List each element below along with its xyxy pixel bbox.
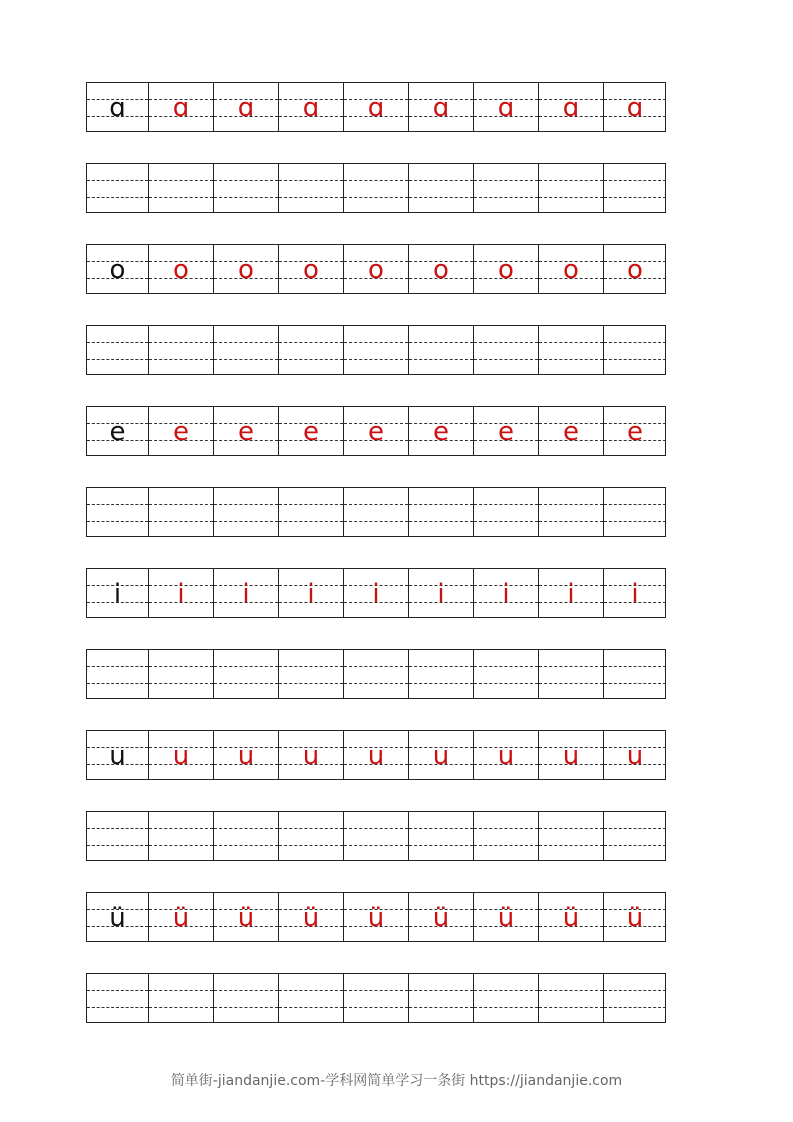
guide-line (409, 828, 473, 829)
practice-cell[interactable] (213, 164, 278, 212)
model-letter: o (109, 255, 126, 285)
guide-line (87, 828, 148, 829)
practice-cell[interactable] (408, 812, 473, 860)
practice-cell[interactable] (408, 164, 473, 212)
trace-letter: i (502, 579, 510, 609)
practice-cell[interactable] (148, 650, 213, 698)
guide-line (214, 359, 278, 360)
practice-cell[interactable] (148, 974, 213, 1022)
practice-cell[interactable] (213, 650, 278, 698)
guide-line (344, 359, 408, 360)
guide-line (279, 359, 343, 360)
trace-letter: e (498, 417, 514, 447)
trace-letter: o (563, 255, 579, 285)
guide-line (604, 990, 666, 991)
guide-line (539, 828, 603, 829)
guide-line (474, 666, 538, 667)
trace-letter: i (307, 579, 315, 609)
trace-letter: ü (432, 903, 450, 933)
practice-cell[interactable] (343, 164, 408, 212)
practice-cell[interactable] (408, 326, 473, 374)
trace-cell[interactable] (538, 569, 603, 617)
guide-line (214, 180, 278, 181)
practice-cell[interactable] (473, 650, 538, 698)
guide-line (214, 666, 278, 667)
guide-line (279, 1007, 343, 1008)
trace-cell[interactable] (213, 245, 278, 293)
practice-cell[interactable] (408, 488, 473, 536)
letter-row (86, 406, 666, 456)
guide-line (344, 504, 408, 505)
trace-cell[interactable] (473, 407, 538, 455)
practice-cell[interactable] (538, 326, 603, 374)
practice-cell[interactable] (87, 326, 148, 374)
trace-cell[interactable] (408, 731, 473, 779)
practice-cell[interactable] (278, 164, 343, 212)
trace-cell[interactable] (408, 245, 473, 293)
trace-letter: i (372, 579, 380, 609)
guide-line (149, 845, 213, 846)
trace-letter: ɑ (497, 93, 515, 123)
trace-letter: ü (302, 903, 320, 933)
trace-letter: e (433, 417, 449, 447)
trace-letter: e (173, 417, 189, 447)
guide-line (409, 1007, 473, 1008)
practice-cell[interactable] (603, 650, 666, 698)
trace-letter: ɑ (237, 93, 255, 123)
trace-cell[interactable] (538, 731, 603, 779)
guide-line (149, 359, 213, 360)
trace-letter: u (302, 741, 320, 771)
trace-letter: ɑ (367, 93, 385, 123)
trace-cell[interactable] (473, 893, 538, 941)
guide-line (87, 197, 148, 198)
practice-cell[interactable] (213, 326, 278, 374)
model-cell[interactable] (87, 569, 148, 617)
guide-line (149, 521, 213, 522)
trace-cell[interactable] (408, 407, 473, 455)
guide-line (539, 359, 603, 360)
trace-cell[interactable] (278, 893, 343, 941)
trace-letter: ɑ (302, 93, 320, 123)
blank-practice-row (86, 487, 666, 537)
trace-cell[interactable] (278, 407, 343, 455)
trace-cell[interactable] (603, 83, 666, 131)
trace-letter: u (432, 741, 450, 771)
practice-cell[interactable] (213, 488, 278, 536)
model-letter: u (109, 741, 126, 771)
guide-line (279, 521, 343, 522)
guide-line (474, 845, 538, 846)
guide-line (344, 197, 408, 198)
guide-line (279, 180, 343, 181)
guide-line (214, 521, 278, 522)
trace-cell[interactable] (148, 569, 213, 617)
trace-letter: o (238, 255, 254, 285)
model-letter: ü (109, 903, 126, 933)
model-cell[interactable] (87, 731, 148, 779)
trace-letter: ɑ (626, 93, 644, 123)
letter-row (86, 892, 666, 942)
practice-cell[interactable] (278, 326, 343, 374)
guide-line (604, 828, 666, 829)
trace-letter: i (242, 579, 250, 609)
practice-cell[interactable] (603, 326, 666, 374)
guide-line (87, 845, 148, 846)
practice-cell[interactable] (278, 488, 343, 536)
guide-line (409, 521, 473, 522)
guide-line (279, 197, 343, 198)
guide-line (604, 845, 666, 846)
guide-line (539, 845, 603, 846)
guide-line (344, 990, 408, 991)
trace-letter: ü (626, 903, 644, 933)
trace-letter: o (433, 255, 449, 285)
guide-line (539, 504, 603, 505)
guide-line (474, 342, 538, 343)
trace-cell[interactable] (473, 731, 538, 779)
guide-line (279, 504, 343, 505)
letter-row (86, 244, 666, 294)
trace-letter: o (368, 255, 384, 285)
guide-line (604, 521, 666, 522)
guide-line (149, 683, 213, 684)
practice-cell[interactable] (343, 326, 408, 374)
trace-cell[interactable] (473, 83, 538, 131)
practice-cell[interactable] (343, 650, 408, 698)
trace-letter: u (497, 741, 515, 771)
letter-row (86, 730, 666, 780)
practice-cell[interactable] (87, 650, 148, 698)
trace-cell[interactable] (603, 569, 666, 617)
practice-cell[interactable] (278, 650, 343, 698)
guide-line (149, 828, 213, 829)
trace-letter: e (238, 417, 254, 447)
trace-cell[interactable] (473, 245, 538, 293)
guide-line (539, 990, 603, 991)
blank-practice-row (86, 811, 666, 861)
guide-line (604, 180, 666, 181)
guide-line (214, 683, 278, 684)
trace-cell[interactable] (408, 83, 473, 131)
trace-cell[interactable] (538, 407, 603, 455)
guide-line (214, 828, 278, 829)
guide-line (539, 683, 603, 684)
guide-line (344, 828, 408, 829)
trace-cell[interactable] (538, 893, 603, 941)
practice-cell[interactable] (148, 812, 213, 860)
practice-cell[interactable] (538, 974, 603, 1022)
practice-cell[interactable] (278, 812, 343, 860)
trace-cell[interactable] (278, 245, 343, 293)
trace-letter: ɑ (562, 93, 580, 123)
practice-cell[interactable] (473, 164, 538, 212)
guide-line (214, 197, 278, 198)
guide-line (87, 1007, 148, 1008)
trace-cell[interactable] (148, 407, 213, 455)
practice-cell[interactable] (538, 164, 603, 212)
practice-cell[interactable] (343, 488, 408, 536)
guide-line (474, 683, 538, 684)
guide-line (409, 990, 473, 991)
trace-cell[interactable] (213, 83, 278, 131)
letter-row (86, 82, 666, 132)
guide-line (344, 521, 408, 522)
guide-line (474, 828, 538, 829)
guide-line (344, 683, 408, 684)
practice-cell[interactable] (538, 488, 603, 536)
model-cell[interactable] (87, 245, 148, 293)
model-cell[interactable] (87, 407, 148, 455)
trace-letter: e (368, 417, 384, 447)
guide-line (279, 845, 343, 846)
model-cell[interactable] (87, 83, 148, 131)
blank-practice-row (86, 325, 666, 375)
practice-cell[interactable] (473, 812, 538, 860)
trace-cell[interactable] (148, 83, 213, 131)
trace-cell[interactable] (343, 569, 408, 617)
trace-letter: e (627, 417, 643, 447)
trace-letter: ü (367, 903, 385, 933)
model-letter: i (113, 579, 122, 609)
guide-line (87, 990, 148, 991)
guide-line (604, 197, 666, 198)
trace-letter: i (567, 579, 575, 609)
guide-line (344, 342, 408, 343)
guide-line (474, 1007, 538, 1008)
guide-line (474, 990, 538, 991)
trace-cell[interactable] (213, 407, 278, 455)
guide-line (344, 180, 408, 181)
trace-cell[interactable] (408, 893, 473, 941)
guide-line (279, 828, 343, 829)
trace-letter: ü (237, 903, 255, 933)
practice-cell[interactable] (148, 488, 213, 536)
guide-line (149, 504, 213, 505)
practice-cell[interactable] (538, 650, 603, 698)
model-cell[interactable] (87, 893, 148, 941)
guide-line (604, 666, 666, 667)
guide-line (87, 521, 148, 522)
practice-cell[interactable] (603, 164, 666, 212)
trace-letter: e (563, 417, 579, 447)
guide-line (604, 683, 666, 684)
practice-cell[interactable] (87, 812, 148, 860)
trace-letter: u (626, 741, 644, 771)
guide-line (409, 683, 473, 684)
guide-line (214, 845, 278, 846)
trace-cell[interactable] (603, 407, 666, 455)
trace-letter: i (177, 579, 185, 609)
trace-letter: i (437, 579, 445, 609)
trace-cell[interactable] (278, 83, 343, 131)
guide-line (409, 342, 473, 343)
guide-line (539, 1007, 603, 1008)
practice-cell[interactable] (473, 326, 538, 374)
letter-row (86, 568, 666, 618)
trace-letter: o (627, 255, 643, 285)
trace-cell[interactable] (148, 731, 213, 779)
practice-cell[interactable] (408, 650, 473, 698)
trace-letter: ü (562, 903, 580, 933)
model-letter: ɑ (109, 93, 126, 123)
guide-line (279, 342, 343, 343)
trace-cell[interactable] (343, 83, 408, 131)
guide-line (409, 504, 473, 505)
trace-letter: i (631, 579, 639, 609)
guide-line (409, 197, 473, 198)
practice-cell[interactable] (213, 974, 278, 1022)
practice-cell[interactable] (87, 974, 148, 1022)
practice-cell[interactable] (473, 488, 538, 536)
guide-line (149, 197, 213, 198)
trace-cell[interactable] (343, 407, 408, 455)
practice-cell[interactable] (278, 974, 343, 1022)
trace-cell[interactable] (148, 245, 213, 293)
trace-letter: e (303, 417, 319, 447)
trace-cell[interactable] (213, 731, 278, 779)
practice-cell[interactable] (408, 974, 473, 1022)
guide-line (149, 1007, 213, 1008)
trace-letter: u (237, 741, 255, 771)
blank-practice-row (86, 973, 666, 1023)
practice-cell[interactable] (343, 974, 408, 1022)
guide-line (604, 359, 666, 360)
guide-line (474, 521, 538, 522)
guide-line (474, 180, 538, 181)
guide-line (539, 666, 603, 667)
guide-line (87, 359, 148, 360)
guide-line (604, 1007, 666, 1008)
trace-cell[interactable] (343, 245, 408, 293)
trace-letter: ɑ (432, 93, 450, 123)
trace-letter: u (562, 741, 580, 771)
trace-cell[interactable] (213, 893, 278, 941)
guide-line (87, 180, 148, 181)
guide-line (87, 504, 148, 505)
guide-line (149, 342, 213, 343)
guide-line (604, 342, 666, 343)
guide-line (87, 666, 148, 667)
guide-line (149, 180, 213, 181)
practice-cell[interactable] (603, 974, 666, 1022)
practice-cell[interactable] (603, 812, 666, 860)
trace-cell[interactable] (603, 893, 666, 941)
guide-line (279, 683, 343, 684)
guide-line (279, 990, 343, 991)
trace-cell[interactable] (538, 245, 603, 293)
footer-watermark: 简单街-jiandanjie.com-学科网简单学习一条街 https://jiandanjie.com (170, 1073, 623, 1089)
practice-cell[interactable] (603, 488, 666, 536)
model-letter: e (109, 417, 126, 447)
trace-letter: ü (172, 903, 190, 933)
trace-cell[interactable] (278, 731, 343, 779)
practice-cell[interactable] (213, 812, 278, 860)
trace-letter: ɑ (172, 93, 190, 123)
trace-cell[interactable] (408, 569, 473, 617)
guide-line (87, 683, 148, 684)
guide-line (214, 990, 278, 991)
trace-letter: ü (497, 903, 515, 933)
guide-line (87, 342, 148, 343)
trace-cell[interactable] (603, 731, 666, 779)
trace-cell[interactable] (603, 245, 666, 293)
guide-line (474, 504, 538, 505)
guide-line (539, 197, 603, 198)
trace-letter: o (303, 255, 319, 285)
trace-letter: o (498, 255, 514, 285)
trace-letter: u (367, 741, 385, 771)
guide-line (344, 1007, 408, 1008)
guide-line (539, 342, 603, 343)
guide-line (409, 845, 473, 846)
blank-practice-row (86, 163, 666, 213)
practice-cell[interactable] (87, 164, 148, 212)
guide-line (279, 666, 343, 667)
trace-letter: u (172, 741, 190, 771)
guide-line (539, 180, 603, 181)
guide-line (214, 342, 278, 343)
trace-cell[interactable] (213, 569, 278, 617)
trace-cell[interactable] (538, 83, 603, 131)
practice-cell[interactable] (148, 326, 213, 374)
guide-line (344, 845, 408, 846)
trace-cell[interactable] (343, 731, 408, 779)
blank-practice-row (86, 649, 666, 699)
practice-cell[interactable] (473, 974, 538, 1022)
trace-letter: o (173, 255, 189, 285)
trace-cell[interactable] (343, 893, 408, 941)
trace-cell[interactable] (278, 569, 343, 617)
guide-line (409, 666, 473, 667)
guide-line (474, 359, 538, 360)
guide-line (149, 990, 213, 991)
guide-line (344, 666, 408, 667)
guide-line (474, 197, 538, 198)
practice-cell[interactable] (343, 812, 408, 860)
trace-cell[interactable] (473, 569, 538, 617)
practice-cell[interactable] (538, 812, 603, 860)
practice-cell[interactable] (148, 164, 213, 212)
guide-line (149, 666, 213, 667)
guide-line (409, 359, 473, 360)
guide-line (214, 1007, 278, 1008)
guide-line (214, 504, 278, 505)
practice-cell[interactable] (87, 488, 148, 536)
guide-line (604, 504, 666, 505)
guide-line (409, 180, 473, 181)
trace-cell[interactable] (148, 893, 213, 941)
guide-line (539, 521, 603, 522)
